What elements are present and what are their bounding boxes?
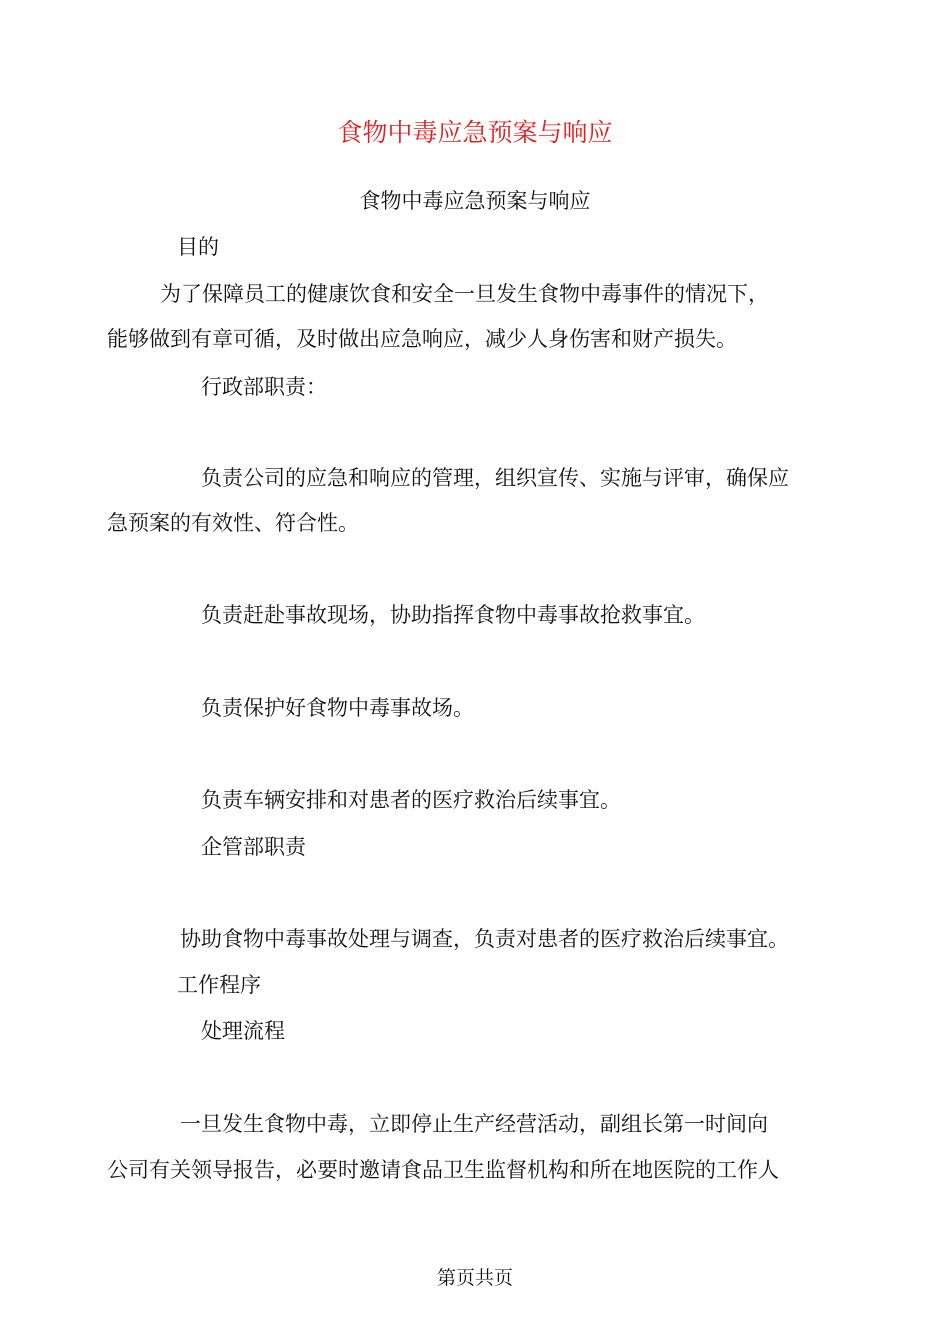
admin-duty-2: 负责赶赴事故现场，协助指挥食物中毒事故抢救事宜。: [201, 603, 705, 627]
heading-enterprise-duties: 企管部职责: [201, 835, 306, 859]
page-footer: 第页共页: [436, 1267, 513, 1289]
admin-duty-4: 负责车辆安排和对患者的医疗救治后续事宜。: [201, 788, 621, 812]
heading-work-procedure: 工作程序: [177, 973, 261, 997]
admin-duty-1-line-2: 急预案的有效性、符合性。: [107, 511, 359, 535]
flow-text-line-2: 公司有关领导报告，必要时邀请食品卫生监督机构和所在地医院的工作人: [107, 1158, 779, 1182]
heading-purpose: 目的: [177, 235, 219, 259]
heading-process-flow: 处理流程: [201, 1019, 285, 1043]
purpose-text-line-2: 能够做到有章可循，及时做出应急响应，减少人身伤害和财产损失。: [107, 327, 737, 351]
purpose-text-line-1: 为了保障员工的健康饮食和安全一旦发生食物中毒事件的情况下，: [160, 282, 769, 306]
admin-duty-3: 负责保护好食物中毒事故场。: [201, 696, 474, 720]
document-title: 食物中毒应急预案与响应: [337, 118, 613, 147]
admin-duty-1-line-1: 负责公司的应急和响应的管理，组织宣传、实施与评审，确保应: [201, 466, 789, 490]
enterprise-duty-1: 协助食物中毒事故处理与调查，负责对患者的医疗救治后续事宜。: [180, 927, 789, 951]
document-subtitle: 食物中毒应急预案与响应: [359, 189, 591, 213]
flow-text-line-1: 一旦发生食物中毒，立即停止生产经营活动，副组长第一时间向: [180, 1112, 768, 1136]
heading-admin-duties: 行政部职责：: [201, 375, 327, 399]
